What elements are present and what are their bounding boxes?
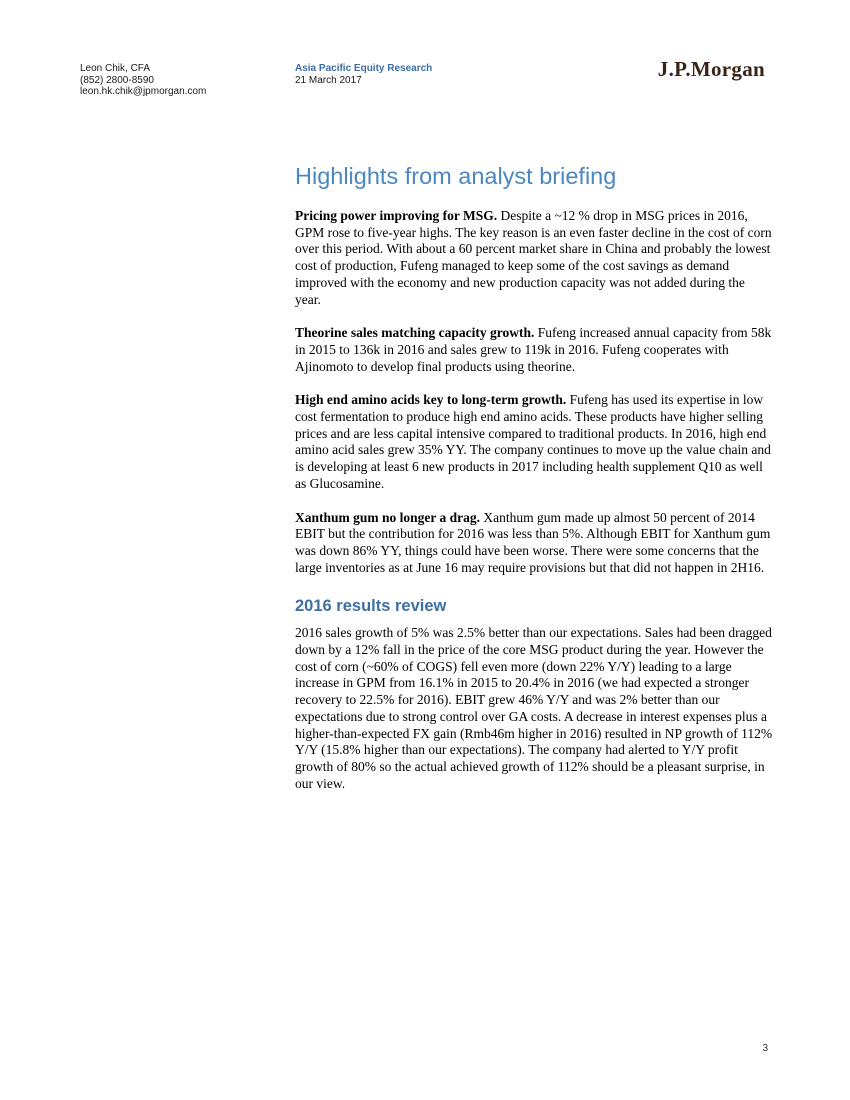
report-body xyxy=(295,162,773,809)
paragraph-lead: Theorine sales matching capacity growth. xyxy=(295,325,535,341)
briefing-paragraph xyxy=(295,208,773,308)
paragraph-text: Fufeng increased annual capacity from 58k in 2015 to 136k in 2016 and sales grew to 119k in 2016. Fufeng cooperates with Ajinomoto to develop final products using theorine. xyxy=(295,325,772,374)
paragraph-text: Xanthum gum made up almost 50 percent of 2014 EBIT but the contribution for 2016 was less than 5%. Although EBIT for Xanthum gum was down 86% YY, things could have been worse. There were some concerns that the large inventories as at June 16 may require provisions but that did not happen in 2H16. xyxy=(295,509,771,575)
paragraph-lead: Pricing power improving for MSG. xyxy=(295,208,498,223)
report-date: 21 March 2017 xyxy=(295,74,362,86)
briefing-paragraph xyxy=(295,325,773,375)
page-number: 3 xyxy=(762,1043,768,1054)
analyst-contact-block xyxy=(80,63,206,98)
analyst-phone: (852) 2800-8590 xyxy=(80,74,154,86)
research-division-label: Asia Pacific Equity Research xyxy=(295,63,433,74)
analyst-name: Leon Chik, CFA xyxy=(80,63,151,74)
briefing-paragraph xyxy=(295,392,773,492)
section-heading: 2016 results review xyxy=(295,597,447,616)
paragraph-text: Fufeng has used its expertise in low cost fermentation to produce high end amino acids. These products have higher selling prices and are less capital intensive compared to traditional products. In 2016, high end amino acid sales grew 35% YY. The company continues to move up the value chain and is developing at least 6 new products in 2017 including health supplement Q10 as well as Glucosamine. xyxy=(295,392,771,491)
briefing-paragraph xyxy=(295,510,773,577)
section-paragraph: 2016 sales growth of 5% was 2.5% better than our expectations. Sales had been dragged down by a 12% fall in the price of the core MSG product during the year. However the cost of corn (~60% of COGS) fell even more (down 22% Y/Y) leading to a large increase in GPM from 16.1% in 2015 to 20.4% in 2016 (we had expected a stronger recovery to 22.5% for 2016). EBIT grew 46% Y/Y and was 2% better than our expectations due to strong control over GA costs. A decrease in interest expenses plus a higher-than-expected FX gain (Rmb46m higher in 2016) resulted in NP growth of 112% Y/Y (15.8% higher than our expectations). The company had alerted to Y/Y profit growth of 80% so the actual achieved growth of 112% should be a pleasant surprise, in our view. xyxy=(295,625,773,791)
page-title: Highlights from analyst briefing xyxy=(295,163,617,189)
paragraph-lead: High end amino acids key to long-term growth. xyxy=(295,392,567,408)
jpmorgan-logo: J.P.Morgan xyxy=(657,57,765,81)
analyst-email: leon.hk.chik@jpmorgan.com xyxy=(80,86,207,97)
paragraph-lead: Xanthum gum no longer a drag. xyxy=(295,509,481,525)
report-meta-block xyxy=(295,63,432,86)
paragraph-text: Despite a ~12 % drop in MSG prices in 2016, GPM rose to five-year highs. The key reason is an even faster decline in the cost of corn over this period. With about a 60 percent market share in China and probably the lowest cost of production, Fufeng managed to keep some of the cost savings as demand improved with the economy and new production capacity was not added during the year. xyxy=(295,208,772,307)
